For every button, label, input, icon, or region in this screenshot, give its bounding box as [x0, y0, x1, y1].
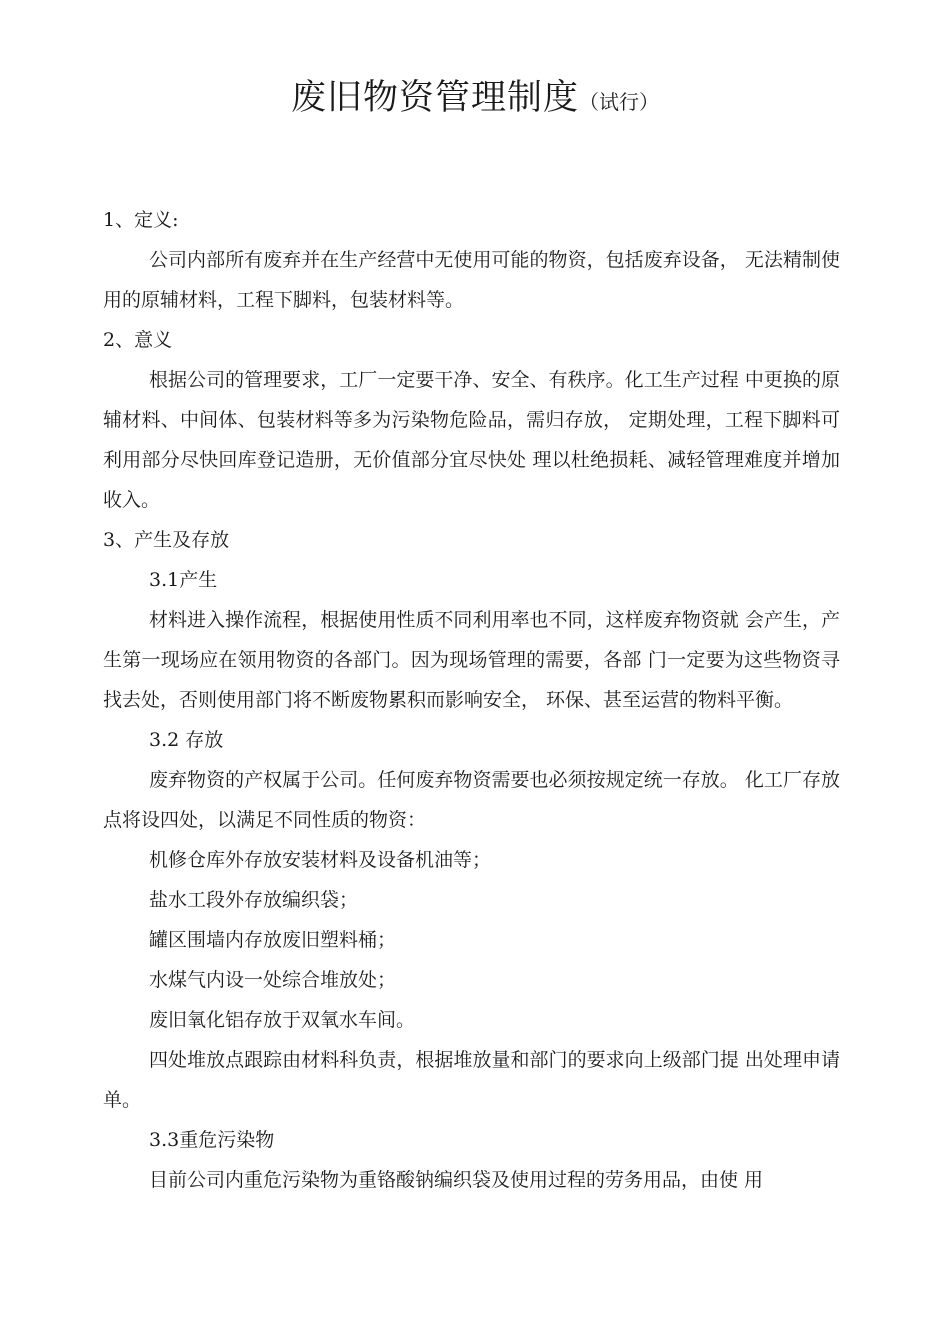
document-title — [0, 74, 950, 126]
paragraph: 目前公司内重危污染物为重铬酸钠编织袋及使用过程的劳务用品，由使 用 — [149, 1169, 764, 1191]
list-item: 水煤气内设一处综合堆放处； — [149, 969, 397, 991]
list-item: 罐区围墙内存放废旧塑料桶； — [149, 929, 397, 951]
section-heading: 2、意义 — [103, 329, 173, 351]
title-suffix: （试行） — [579, 90, 659, 114]
subsection-heading: 3.2 存放 — [149, 729, 224, 751]
paragraph: 四处堆放点跟踪由材料科负责，根据堆放量和部门的要求向上级部门提 出处理申请单。 — [103, 1049, 840, 1111]
section-heading: 3、产生及存放 — [103, 529, 230, 551]
list-item: 盐水工段外存放编织袋； — [149, 889, 359, 911]
subsection-heading: 3.1产生 — [149, 569, 218, 591]
paragraph: 根据公司的管理要求，工厂一定要干净、安全、有秩序。化工生产过程 中更换的原辅材料、中间体、包装材料等多为污染物危险品，需归存放， 定期处理，工程下脚料可利用部分尽快回库登记造册，无价值部分宜尽快处 理以杜绝损耗、减轻管理难度并增加收入。 — [103, 369, 840, 511]
title-main: 废旧物资管理制度 — [290, 78, 579, 118]
subsection-heading: 3.3重危污染物 — [149, 1129, 275, 1151]
paragraph: 公司内部所有废弃并在生产经营中无使用可能的物资，包括废弃设备， 无法精制使用的原辅材料，工程下脚料，包装材料等。 — [103, 249, 840, 311]
paragraph: 材料进入操作流程，根据使用性质不同利用率也不同，这样废弃物资就 会产生，产生第一现场应在领用物资的各部门。因为现场管理的需要，各部 门一定要为这些物资寻找去处，否则使用部门将不断废物累积而影响安全， 环保、甚至运营的物料平衡。 — [103, 609, 840, 711]
section-heading: 1、定义: — [103, 209, 179, 231]
document-body — [103, 200, 840, 1200]
paragraph: 废弃物资的产权属于公司。任何废弃物资需要也必须按规定统一存放。 化工厂存放点将设四处，以满足不同性质的物资： — [103, 769, 840, 831]
list-item: 机修仓库外存放安装材料及设备机油等； — [149, 849, 492, 871]
list-item: 废旧氧化铝存放于双氧水车间。 — [149, 1009, 416, 1031]
